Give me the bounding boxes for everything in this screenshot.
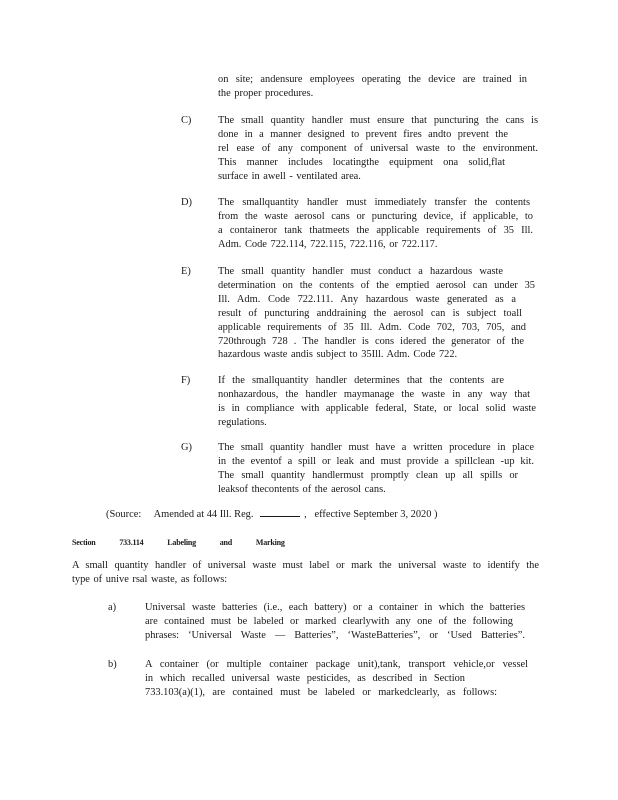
section-title-word: and bbox=[219, 538, 233, 547]
text-line: Ill. Adm. Code 722.111. Any hazardous waste generated as a bbox=[218, 293, 516, 305]
item-d-paragraph bbox=[218, 196, 533, 252]
item-e-paragraph bbox=[218, 265, 535, 362]
source-note bbox=[106, 507, 468, 522]
text-line: from the waste aerosol cans or puncturing device, if applicable, to bbox=[218, 210, 533, 222]
section-label: Section bbox=[72, 538, 96, 547]
sub-item-letter-a: a) bbox=[108, 602, 117, 613]
text-line: Universal waste batteries (i.e., each battery) or a container in which the batteries bbox=[145, 602, 525, 613]
text-line: A small quantity handler of universal waste must label or mark the universal waste to identify the bbox=[72, 560, 539, 571]
register-page-blank bbox=[260, 507, 300, 517]
text-line: the proper procedures. bbox=[218, 87, 314, 99]
item-letter-g: G) bbox=[181, 442, 192, 453]
text-line: The small quantity handlermust promptly clean up all spills or bbox=[218, 469, 518, 481]
intro-paragraph bbox=[218, 73, 527, 101]
text-line: leaksof thecontents of the aerosol cans. bbox=[218, 483, 386, 495]
item-c-paragraph bbox=[218, 114, 538, 184]
source-prefix: (Source: bbox=[106, 509, 142, 520]
item-letter-c: C) bbox=[181, 115, 192, 126]
text-line: are contained must be labeled or marked clearlywith any one of the following bbox=[145, 615, 513, 627]
text-line: on site; andensure employees operating the device are trained in bbox=[218, 74, 527, 85]
text-line: If the smallquantity handler determines that the contents are bbox=[218, 375, 504, 386]
source-effective: effective September 3, 2020 ) bbox=[314, 509, 438, 520]
item-g-paragraph bbox=[218, 441, 534, 497]
text-line: A container (or multiple container package unit),tank, transport vehicle,or vessel bbox=[145, 659, 528, 670]
section-title-word: Marking bbox=[255, 538, 285, 547]
section-intro-paragraph bbox=[72, 559, 539, 587]
item-letter-e: E) bbox=[181, 266, 191, 277]
text-line: result of puncturing anddraining the aerosol can is subject toall bbox=[218, 307, 522, 319]
section-heading bbox=[72, 536, 307, 550]
text-line: The small quantity handler must ensure that puncturing the cans is bbox=[218, 115, 538, 126]
text-line: type of unive rsal waste, as follows: bbox=[72, 573, 228, 585]
text-line: The small quantity handler must have a written procedure in place bbox=[218, 442, 534, 453]
text-line: Adm. Code 722.114, 722.115, 722.116, or 722.117. bbox=[218, 238, 438, 250]
source-comma: , bbox=[304, 509, 307, 520]
text-line: determination on the contents of the emptied aerosol can under 35 bbox=[218, 279, 535, 291]
text-line: This manner includes locatingthe equipment ona solid,flat bbox=[218, 156, 505, 168]
text-line: 733.103(a)(1), are contained must be labeled or markedclearly, as follows: bbox=[145, 686, 497, 698]
section-number: 733.114 bbox=[119, 538, 144, 547]
sub-item-letter-b: b) bbox=[108, 659, 117, 670]
text-line: regulations. bbox=[218, 416, 267, 428]
text-line: in which recalled universal waste pesticides, as described in Section bbox=[145, 672, 465, 684]
source-amended: Amended at 44 Ill. Reg. bbox=[153, 509, 254, 520]
text-line: a containeror tank thatmeets the applicable requirements of 35 Ill. bbox=[218, 224, 533, 236]
text-line: nonhazardous, the handler maymanage the waste in any way that bbox=[218, 388, 530, 400]
text-line: hazardous waste andis subject to 35Ill. Adm. Code 722. bbox=[218, 349, 458, 361]
sub-item-b-paragraph bbox=[145, 658, 528, 700]
text-line: The smallquantity handler must immediately transfer the contents bbox=[218, 197, 530, 208]
text-line: phrases: ‘Universal Waste — Batteries”, ‘WasteBatteries”, or ‘Used Batteries”. bbox=[145, 629, 525, 641]
text-line: done in a manner designed to prevent fires andto prevent the bbox=[218, 128, 508, 140]
text-line: is in compliance with applicable federal, State, or local solid waste bbox=[218, 402, 536, 414]
item-f-paragraph bbox=[218, 374, 536, 430]
text-line: in the eventof a spill or leak and must provide a spillclean -up kit. bbox=[218, 455, 534, 467]
text-line: rel ease of any component of universal waste to the environment. bbox=[218, 142, 538, 154]
sub-item-a-paragraph bbox=[145, 601, 525, 643]
item-letter-f: F) bbox=[181, 375, 191, 386]
section-title-word: Labeling bbox=[167, 538, 196, 547]
item-letter-d: D) bbox=[181, 197, 192, 208]
text-line: applicable requirements of 35 Ill. Adm. Code 702, 703, 705, and bbox=[218, 321, 526, 333]
text-line: The small quantity handler must conduct a hazardous waste bbox=[218, 266, 503, 277]
text-line: 720through 728 . The handler is cons idered the generator of the bbox=[218, 335, 524, 347]
text-line: surface in awell - ventilated area. bbox=[218, 170, 361, 182]
